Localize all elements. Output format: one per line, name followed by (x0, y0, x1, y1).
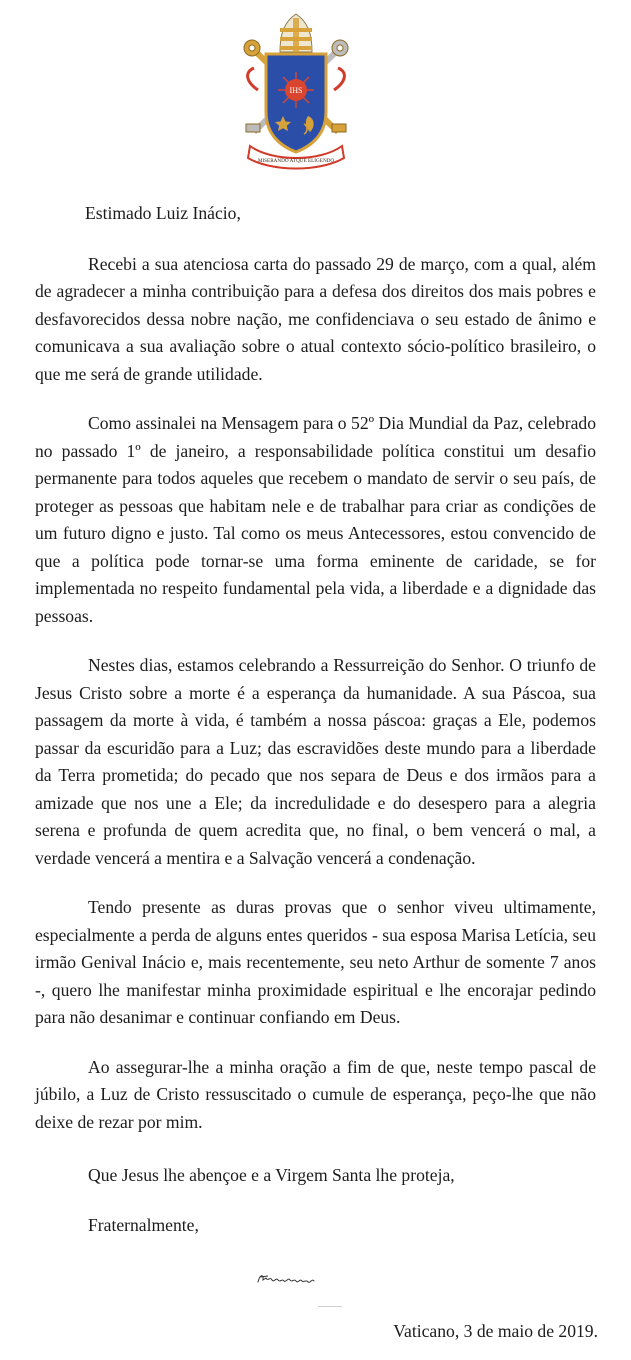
letter-body (35, 200, 596, 1239)
salutation: Estimado Luiz Inácio, (85, 203, 241, 223)
paragraph-1: Recebi a sua atenciosa carta do passado 29 de março, com a qual, além de agradecer a minha contribuição para a defesa dos direitos dos mais pobres e desfavorecidos dessa nobre nação, me confidenciava o seu estado de ânimo e comunicava a sua avaliação sobre o atual contexto sócio-político brasileiro, o que me será de grande utilidade. (35, 253, 596, 384)
signature-underline (318, 1306, 342, 1307)
coat-of-arms-emblem (236, 12, 356, 172)
closing-blessing: Que Jesus lhe abençoe e a Virgem Santa lhe proteja, (88, 1165, 455, 1185)
signature-scribble (256, 1268, 326, 1290)
paragraph-4: Tendo presente as duras provas que o senhor viveu ultimamente, especialmente a perda de alguns entes queridos - sua esposa Marisa Letícia, seu irmão Genival Inácio e, mais recentemente, seu neto Arthur de somente 7 anos -, quero lhe manifestar minha proximidade espiritual e lhe encorajar pedindo para não desanimar e continuar confiando em Deus. (35, 897, 596, 1027)
coat-of-arms-motto: MISERANDO ATQUE ELIGENDO (257, 158, 335, 164)
paragraph-2: Como assinalei na Mensagem para o 52º Dia Mundial da Paz, celebrado no passado 1º de janeiro, a responsabilidade política constitui um desafio permanente para todos aqueles que recebem o mandato de servir o seu país, de proteger as pessoas que habitam nele e de trabalhar para criar as condições de um futuro digno e justo. Tal como os meus Antecessores, estou convencido de que a política pode tornar-se uma forma eminente de caridade, se for implementada no respeito fundamental pela vida, a liberdade e a dignidade das pessoas. (35, 413, 596, 626)
papal-coat-of-arms (236, 12, 356, 172)
dateline: Vaticano, 3 de maio de 2019. (393, 1321, 598, 1341)
paragraph-3: Nestes dias, estamos celebrando a Ressurreição do Senhor. O triunfo de Jesus Cristo sobre a morte é a esperança da humanidade. A sua Páscoa, sua passagem da morte à vida, é também a nossa páscoa: graças a Ele, podemos passar da escuridão para a Luz; das escravidões deste mundo para a liberdade da Terra prometida; do pecado que nos separa de Deus e dos irmãos para a amizade que nos une a Ele; da incredulidade e do desespero para a alegria serena e profunda de quem acredita que, no final, o bem vencerá o mal, a verdade vencerá a mentira e a Salvação vencerá a condenação. (35, 655, 596, 868)
svg-text:IHS: IHS (289, 86, 303, 95)
handwritten-signature (256, 1268, 326, 1290)
paragraph-5: Ao assegurar-lhe a minha oração a fim de que, neste tempo pascal de júbilo, a Luz de Cristo ressuscitado o cumule de esperança, peço-lhe que não deixe de rezar por mim. (35, 1056, 596, 1132)
closing-greeting: Fraternalmente, (88, 1214, 199, 1235)
